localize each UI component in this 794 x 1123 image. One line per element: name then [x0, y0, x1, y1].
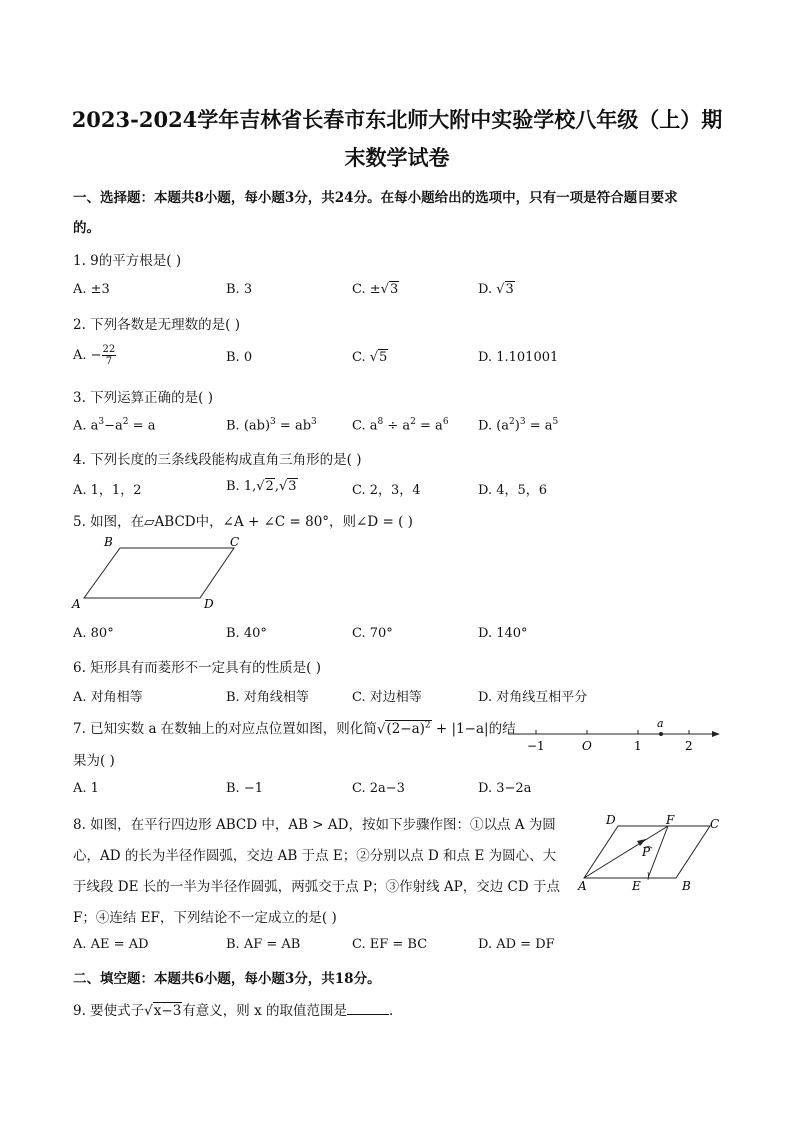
q3-option-d: D. $(a^2)^3 = a^5$ — [478, 417, 559, 434]
q7-number-line — [504, 714, 724, 754]
q8-option-c: C. EF = BC — [352, 937, 428, 952]
q1-option-c: C. ±√3 — [352, 282, 399, 297]
fig-label-c: C — [230, 535, 240, 549]
fig8-label-b: B — [682, 879, 691, 893]
parallelogram-abcd — [84, 548, 234, 598]
q1-option-d: D. √3 — [478, 282, 514, 297]
q5-option-c: C. 70° — [352, 626, 393, 641]
tick-label-origin: O — [582, 739, 592, 753]
q4-option-b: B. 1,√2,√3 — [226, 479, 297, 494]
q8-stem-line4: F；④连结 EF，下列结论不一定成立的是( ) — [73, 910, 337, 926]
q5-parallelogram-figure — [70, 534, 260, 614]
q7-stem-line2: 果为( ) — [73, 753, 115, 769]
q5-option-a: A. 80° — [73, 626, 114, 641]
q3-option-c: C. $a^8 \div a^2 = a^6$ — [352, 417, 449, 434]
q4-option-a: A. 1，1，2 — [73, 483, 142, 498]
arc-e — [648, 872, 649, 880]
q6-option-d: D. 对角线互相平分 — [478, 690, 588, 705]
fig-label-d: D — [204, 597, 214, 611]
q4-option-c: C. 2，3，4 — [352, 483, 421, 498]
q2-option-c: C. √5 — [352, 350, 388, 365]
exam-title-line1: 2023-2024学年吉林省长春市东北师大附中实验学校八年级（上）期 — [71, 107, 723, 132]
q2-option-a: A. − $\frac{22}{7}$ — [73, 344, 116, 367]
q3-option-b: B. $(ab)^3 = ab^3$ — [226, 417, 317, 434]
fig8-label-p: P — [642, 845, 651, 859]
fig8-label-d: D — [606, 813, 616, 827]
q6-option-c: C. 对边相等 — [352, 690, 422, 705]
fig8-label-c: C — [710, 817, 720, 831]
q8-option-d: D. AD = DF — [478, 937, 555, 952]
q7-option-d: D. 3−2a — [478, 781, 532, 796]
q1-stem: 1. 9的平方根是( ) — [73, 253, 182, 269]
number-line-arrow — [712, 731, 720, 737]
q2-stem: 2. 下列各数是无理数的是( ) — [73, 317, 240, 333]
ray-ap — [584, 826, 668, 878]
exam-title-line2: 末数学试卷 — [344, 145, 450, 170]
q8-construction-figure — [574, 810, 724, 900]
q1-option-a: A. ±3 — [73, 282, 110, 297]
q8-stem-line3: 于线段 DE 长的一半为半径作圆弧，两弧交于点 P；③作射线 AP，交边 CD 于点 — [73, 879, 560, 895]
q7-option-c: C. 2a−3 — [352, 781, 405, 796]
q2-option-d: D. 1.101001 — [478, 350, 559, 365]
q8-stem-line1: 8. 如图，在平行四边形 ABCD 中，AB > AD，按如下步骤作图：①以点 A 为圆 — [73, 817, 556, 833]
q3-option-a: A. $a^3-a^2 = a$ — [73, 417, 156, 434]
point-a — [659, 732, 663, 736]
section1-heading-end: 的。 — [73, 220, 100, 236]
q7-option-b: B. −1 — [226, 781, 263, 796]
q9-answer-blank[interactable] — [347, 1002, 389, 1015]
q6-option-a: A. 对角相等 — [73, 690, 143, 705]
section1-heading: 一、选择题：本题共8小题，每小题3分，共24分。在每小题给出的选项中，只有一项是符合题目要求 — [73, 190, 678, 206]
fig-label-a: A — [72, 597, 81, 611]
fig8-label-f: F — [666, 813, 675, 827]
q6-option-b: B. 对角线相等 — [226, 690, 309, 705]
q1-option-b: B. 3 — [226, 282, 253, 297]
tick-label-two: 2 — [685, 739, 693, 753]
q7-option-a: A. 1 — [73, 781, 99, 796]
q5-stem: 5. 如图，在▱ABCD中，∠A + ∠C = 80°，则∠D = ( ) — [73, 514, 413, 530]
q5-option-d: D. 140° — [478, 626, 528, 641]
fig8-label-e: E — [632, 879, 641, 893]
q2-option-b: B. 0 — [226, 350, 253, 365]
q8-option-b: B. AF = AB — [226, 937, 301, 952]
q3-stem: 3. 下列运算正确的是( ) — [73, 390, 213, 406]
tick-label-one: 1 — [634, 739, 642, 753]
q6-stem: 6. 矩形具有而菱形不一定具有的性质是( ) — [73, 660, 321, 676]
q4-option-d: D. 4，5，6 — [478, 483, 548, 498]
fig8-label-a: A — [578, 879, 587, 893]
q8-stem-line2: 心，AD 的长为半径作圆弧，交边 AB 于点 E；②分别以点 D 和点 E 为圆心、大 — [73, 848, 557, 864]
section2-heading: 二、填空题：本题共6小题，每小题3分，共18分。 — [73, 971, 381, 987]
q4-stem: 4. 下列长度的三条线段能构成直角三角形的是( ) — [73, 452, 362, 468]
q9-stem: 9. 要使式子√x−3有意义，则 x 的取值范围是 . — [73, 1003, 394, 1019]
tick-label-minus-one: −1 — [527, 739, 545, 753]
segment-ef — [648, 826, 668, 878]
q8-option-a: A. AE = AD — [73, 937, 149, 952]
q7-stem: 7. 已知实数 a 在数轴上的对应点位置如图，则化简$√(2-a)^2 + |1-a|$的结 — [73, 720, 516, 737]
q5-option-b: B. 40° — [226, 626, 267, 641]
point-a-label: a — [657, 717, 664, 730]
fig-label-b: B — [104, 535, 113, 549]
